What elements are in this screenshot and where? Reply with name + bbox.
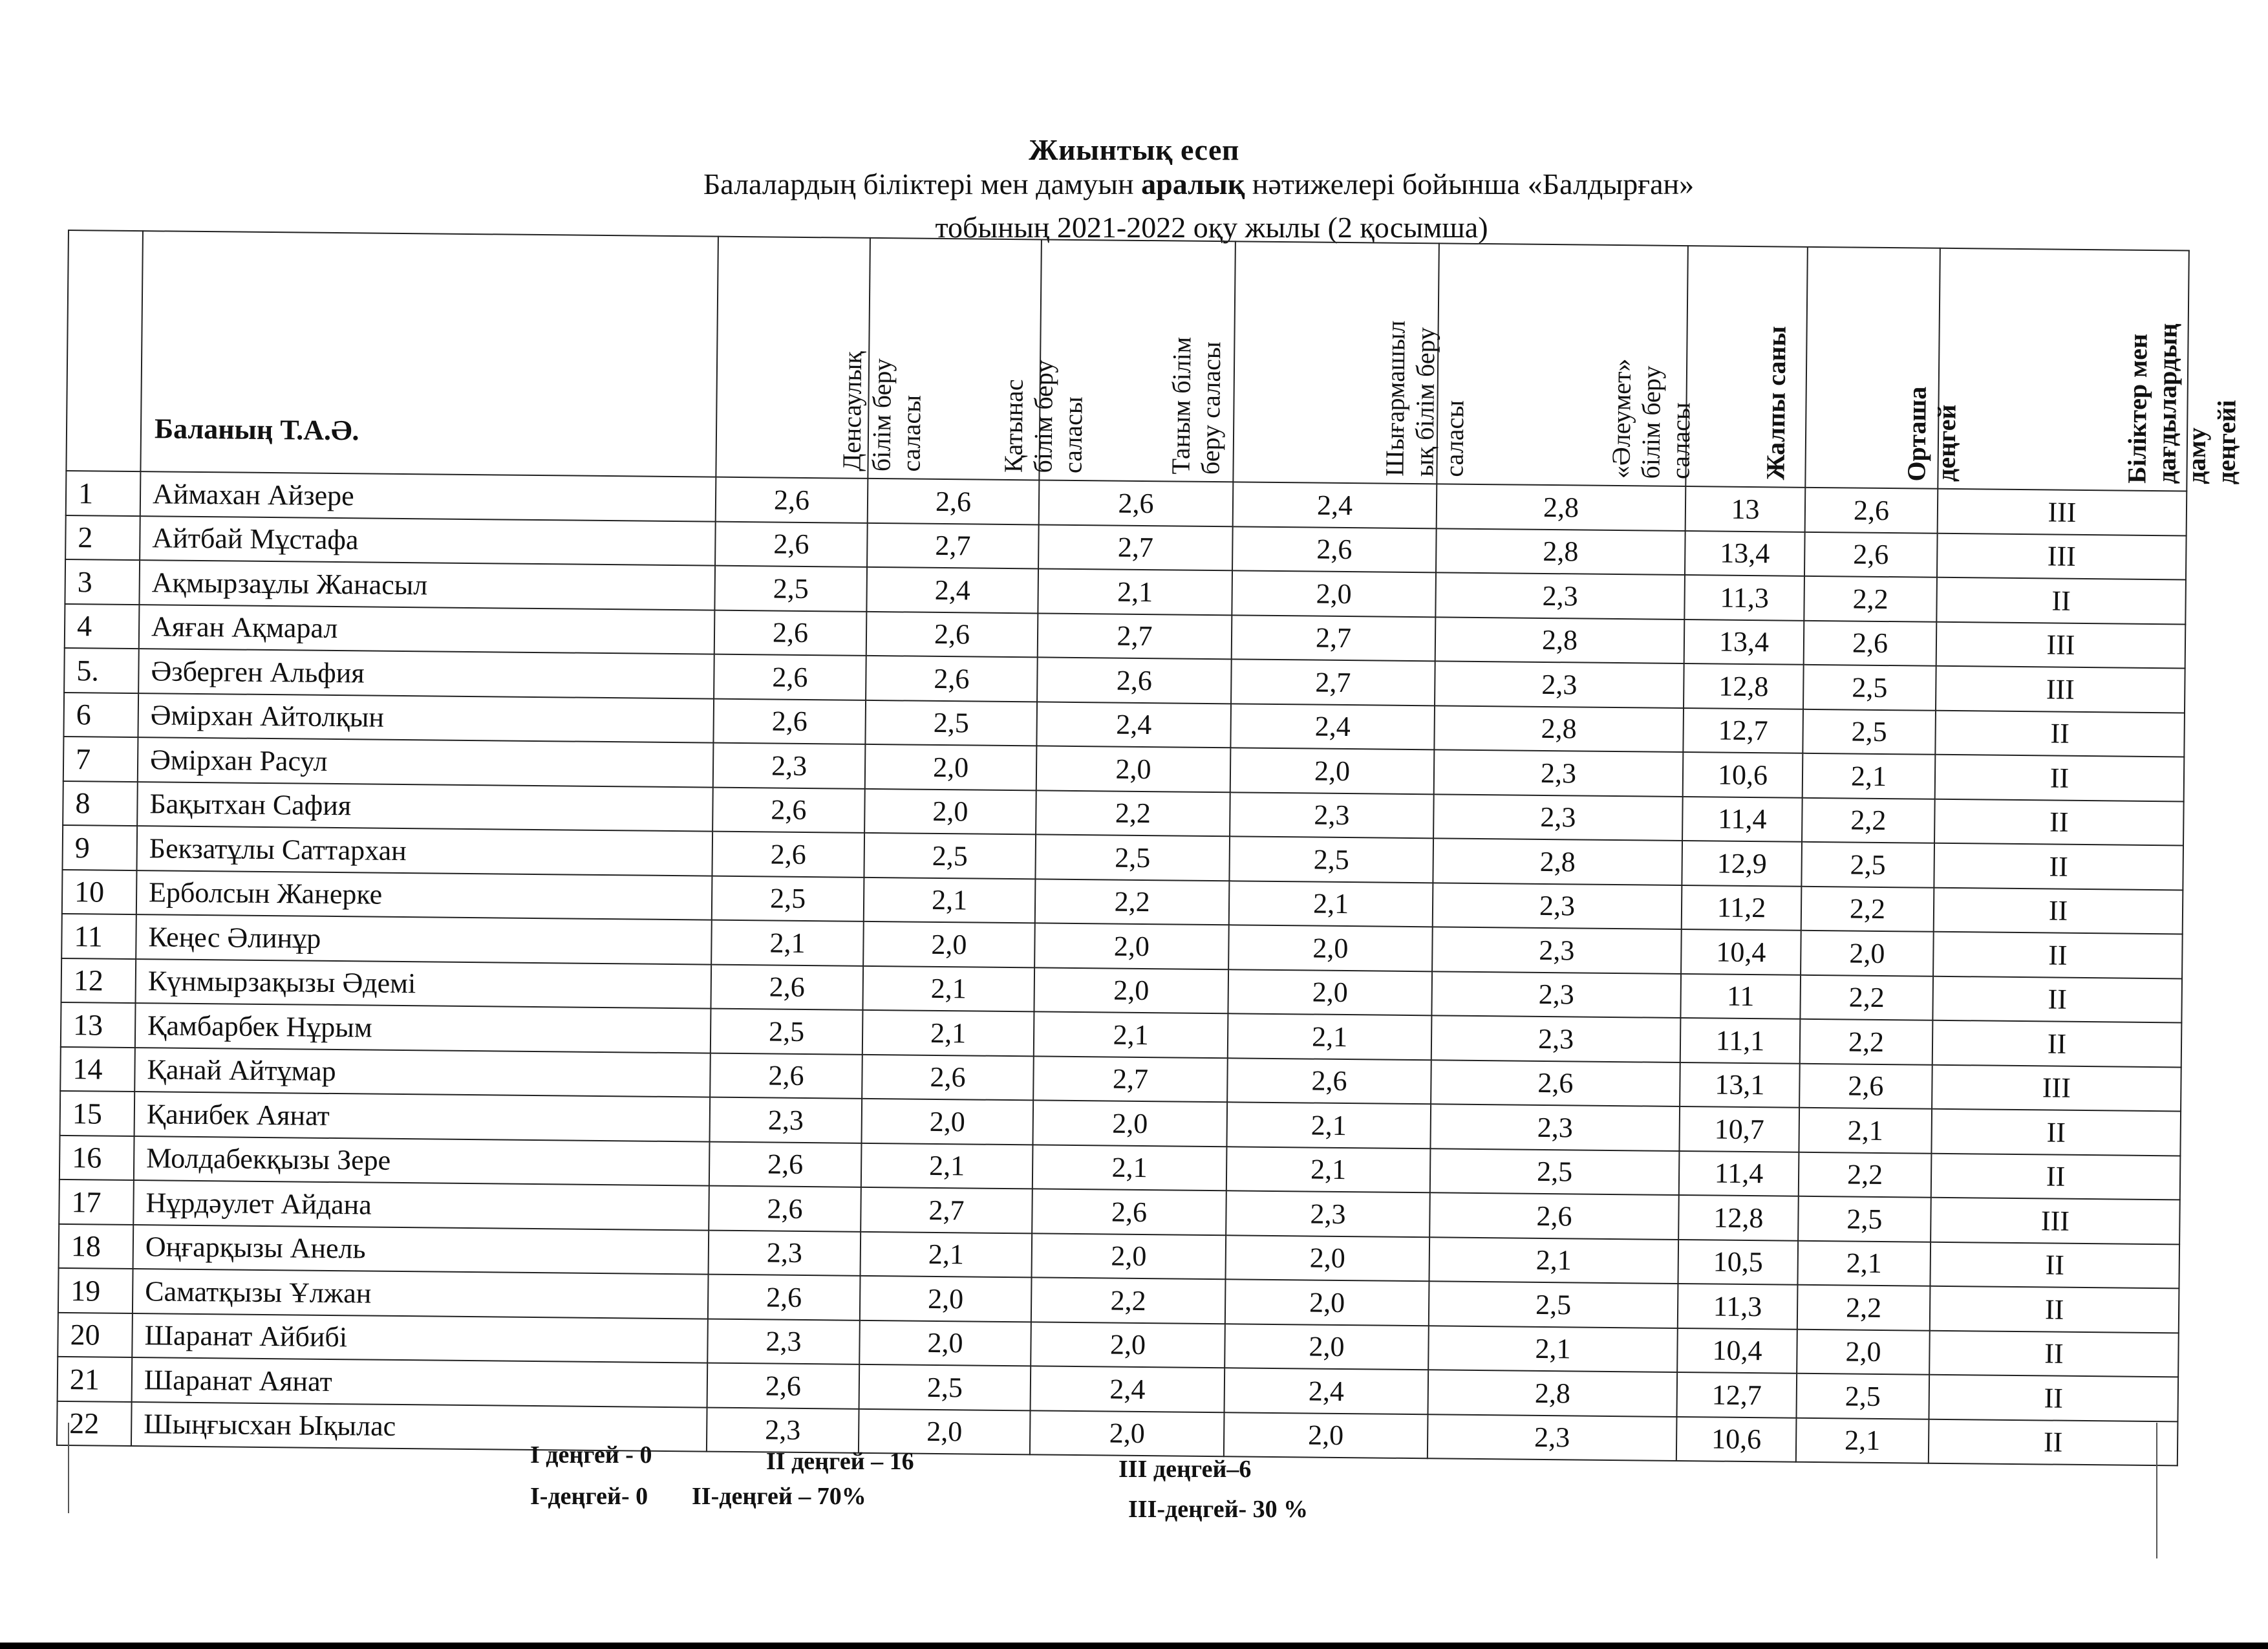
- total-score: 12,7: [1683, 708, 1803, 753]
- communication-score: 2,5: [865, 700, 1037, 746]
- skill-level: II: [1929, 1375, 2178, 1421]
- social-score: 2,6: [1431, 1060, 1680, 1106]
- creativity-score: 2,3: [1230, 792, 1434, 839]
- cognition-score: 2,1: [1034, 1011, 1228, 1057]
- summary-level2-percent: II-деңгей – 70%: [692, 1483, 866, 1510]
- communication-score: 2,0: [860, 1276, 1032, 1322]
- total-score: 12,8: [1678, 1195, 1799, 1240]
- creativity-score: 2,0: [1230, 748, 1435, 794]
- average-level: 2,6: [1799, 1063, 1932, 1108]
- creativity-score: 2,1: [1229, 881, 1433, 927]
- student-name: Шыңғысхан Ықылас: [131, 1402, 707, 1452]
- skill-level: III: [1931, 1198, 2180, 1244]
- summary-level2-count: II деңгей – 16: [766, 1448, 914, 1475]
- average-level: 2,6: [1804, 620, 1937, 665]
- communication-score: 2,0: [863, 921, 1035, 967]
- cognition-score: 2,2: [1031, 1277, 1226, 1323]
- cognition-score: 2,6: [1032, 1189, 1226, 1234]
- summary-level1-percent: I-деңгей- 0: [530, 1483, 648, 1510]
- communication-score: 2,5: [864, 833, 1036, 879]
- skill-level: III: [1932, 1064, 2181, 1111]
- social-score: 2,3: [1435, 572, 1685, 619]
- total-score: 13,4: [1685, 531, 1805, 576]
- row-number: 19: [58, 1268, 133, 1313]
- health-score: 2,6: [707, 1363, 860, 1409]
- row-number: 8: [63, 781, 138, 826]
- health-score: 2,5: [712, 876, 864, 921]
- average-level: 2,0: [1801, 931, 1934, 976]
- social-score: 2,5: [1430, 1148, 1680, 1195]
- total-score: 13: [1685, 486, 1806, 532]
- total-score: 10,6: [1683, 752, 1803, 797]
- header-name: Баланың Т.А.Ә.: [140, 231, 718, 477]
- student-name: Шаранат Аянат: [132, 1357, 708, 1407]
- row-number: 3: [65, 559, 140, 605]
- header-health-label: Денсаулық білім беру саласы: [836, 351, 926, 472]
- row-number: 17: [59, 1180, 134, 1225]
- communication-score: 2,7: [861, 1187, 1032, 1233]
- header-average-label: Орташа деңгей: [1901, 386, 1962, 482]
- health-score: 2,6: [716, 477, 868, 523]
- health-score: 2,6: [714, 610, 867, 656]
- row-number: 2: [65, 515, 140, 560]
- left-border-line: [68, 1423, 69, 1513]
- student-name: Молдабекқызы Зере: [134, 1136, 710, 1186]
- creativity-score: 2,4: [1233, 482, 1437, 528]
- social-score: 2,1: [1428, 1326, 1678, 1372]
- student-name: Әмірхан Айтолқын: [138, 693, 714, 743]
- skill-level: II: [1932, 976, 2182, 1022]
- row-number: 21: [58, 1357, 133, 1402]
- communication-score: 2,1: [861, 1231, 1032, 1277]
- header-cognition-label: Таным білім беру саласы: [1166, 336, 1226, 475]
- total-score: 11,2: [1682, 885, 1802, 931]
- skill-level: II: [1929, 1419, 2178, 1465]
- creativity-score: 2,4: [1230, 704, 1435, 750]
- total-score: 12,8: [1684, 663, 1804, 709]
- communication-score: 2,0: [864, 788, 1036, 834]
- health-score: 2,6: [709, 1186, 861, 1232]
- results-table-wrapper: [56, 230, 2241, 1544]
- creativity-score: 2,0: [1226, 1235, 1430, 1282]
- average-level: 2,5: [1803, 709, 1936, 754]
- row-number: 10: [62, 869, 137, 914]
- cognition-score: 2,4: [1031, 1366, 1225, 1412]
- creativity-score: 2,5: [1229, 836, 1433, 883]
- skill-level: III: [1937, 533, 2187, 579]
- row-number: 20: [58, 1312, 133, 1357]
- student-name: Аймахан Айзере: [140, 471, 716, 521]
- row-number: 5.: [64, 648, 139, 693]
- skill-level: III: [1936, 621, 2186, 668]
- creativity-score: 2,0: [1228, 969, 1432, 1016]
- total-score: 11,3: [1684, 575, 1804, 620]
- social-score: 2,3: [1433, 794, 1683, 841]
- header-total-label: Жалпы саны: [1760, 326, 1792, 480]
- header-health: [716, 237, 926, 479]
- health-score: 2,3: [709, 1230, 861, 1276]
- student-name: Әзберген Альфия: [138, 649, 714, 698]
- average-level: 2,6: [1804, 532, 1938, 577]
- total-score: 11,3: [1678, 1284, 1798, 1329]
- student-name: Бақытхан Сафия: [137, 782, 713, 832]
- header-social: [1437, 243, 1696, 486]
- total-score: 11,4: [1679, 1150, 1799, 1196]
- health-score: 2,3: [707, 1319, 860, 1364]
- skill-level: II: [1929, 1330, 2179, 1377]
- creativity-score: 2,0: [1232, 570, 1436, 617]
- header-cognition: [1039, 239, 1236, 482]
- health-score: 2,6: [710, 1053, 862, 1099]
- header-social-label: «Әлеумет» білім беру саласы: [1605, 358, 1696, 480]
- average-level: 2,1: [1796, 1417, 1929, 1463]
- scan-edge-bar: [0, 1643, 2268, 1649]
- student-name: Оңғарқызы Анель: [133, 1225, 709, 1275]
- student-name: Нұрдәулет Айдана: [133, 1180, 709, 1230]
- total-score: 10,6: [1676, 1416, 1797, 1461]
- header-communication-label: Қатынас білім беру саласы: [998, 360, 1088, 474]
- cognition-score: 2,6: [1039, 480, 1234, 526]
- skill-level: II: [1935, 710, 2185, 757]
- row-number: 12: [61, 958, 136, 1003]
- cognition-score: 2,0: [1030, 1410, 1225, 1456]
- health-score: 2,6: [711, 964, 863, 1010]
- summary-level1-count: I деңгей - 0: [530, 1441, 652, 1469]
- health-score: 2,6: [714, 654, 866, 700]
- skill-level: II: [1931, 1109, 2181, 1156]
- row-number: 22: [57, 1401, 132, 1446]
- health-score: 2,1: [711, 920, 864, 966]
- summary-level3-count: III деңгей–6: [1118, 1456, 1252, 1483]
- health-score: 2,6: [708, 1275, 861, 1320]
- cognition-score: 2,2: [1035, 879, 1230, 925]
- average-level: 2,6: [1805, 488, 1938, 533]
- communication-score: 2,4: [866, 567, 1038, 613]
- header-total: [1685, 246, 1808, 488]
- social-score: 2,6: [1429, 1192, 1679, 1239]
- header-number: [66, 230, 143, 471]
- creativity-score: 2,1: [1226, 1147, 1431, 1193]
- student-name: Саматқызы Ұлжан: [133, 1269, 709, 1319]
- cognition-score: 2,0: [1032, 1100, 1227, 1146]
- cognition-score: 2,0: [1031, 1322, 1225, 1368]
- health-score: 2,3: [713, 743, 866, 789]
- social-score: 2,8: [1434, 706, 1684, 752]
- total-score: 13,4: [1684, 620, 1804, 665]
- student-name: Шаранат Айбибі: [132, 1313, 708, 1363]
- average-level: 2,1: [1797, 1240, 1931, 1286]
- row-number: 6: [63, 692, 138, 737]
- health-score: 2,6: [713, 698, 866, 744]
- communication-score: 2,0: [861, 1099, 1033, 1145]
- cognition-score: 2,7: [1038, 524, 1233, 570]
- social-score: 2,3: [1430, 1104, 1680, 1150]
- header-creativity-label: Шығармашыл ық білім беру саласы: [1379, 320, 1470, 477]
- skill-level: III: [1938, 489, 2187, 535]
- communication-score: 2,7: [867, 523, 1039, 568]
- cognition-score: 2,4: [1036, 702, 1231, 748]
- creativity-score: 2,0: [1225, 1279, 1429, 1326]
- total-score: 10,4: [1681, 929, 1801, 975]
- cognition-score: 2,1: [1032, 1145, 1227, 1191]
- total-score: 11: [1680, 974, 1801, 1019]
- average-level: 2,2: [1804, 576, 1937, 621]
- health-score: 2,3: [710, 1097, 862, 1143]
- average-level: 2,0: [1797, 1329, 1930, 1374]
- table-body: [56, 471, 2187, 1544]
- creativity-score: 2,0: [1228, 925, 1433, 971]
- average-level: 2,5: [1801, 842, 1934, 887]
- creativity-score: 2,1: [1226, 1102, 1431, 1148]
- communication-score: 2,1: [864, 877, 1036, 923]
- student-name: Ерболсын Жанерке: [136, 870, 712, 920]
- header-average: [1805, 247, 1962, 489]
- health-score: 2,6: [709, 1141, 862, 1187]
- cognition-score: 2,0: [1032, 1233, 1226, 1279]
- total-score: 11,1: [1680, 1018, 1801, 1063]
- student-name: Қанай Айтұмар: [134, 1048, 711, 1097]
- social-score: 2,3: [1432, 927, 1682, 973]
- communication-score: 2,0: [859, 1320, 1031, 1366]
- average-level: 2,2: [1797, 1285, 1931, 1330]
- cognition-score: 2,7: [1038, 613, 1232, 659]
- skill-level: II: [1930, 1286, 2179, 1333]
- skill-level: II: [1933, 932, 2183, 978]
- average-level: 2,2: [1799, 1152, 1932, 1197]
- health-score: 2,5: [714, 566, 867, 612]
- header-level: [1938, 248, 2241, 491]
- communication-score: 2,1: [862, 965, 1034, 1011]
- skill-level: III: [1936, 666, 2185, 713]
- row-number: 11: [61, 914, 136, 959]
- social-score: 2,5: [1429, 1281, 1678, 1328]
- average-level: 2,5: [1798, 1196, 1931, 1242]
- total-score: 10,4: [1677, 1328, 1797, 1373]
- subtitle-part1: Балалардың біліктері мен дамуын: [703, 167, 1142, 200]
- row-number: 13: [61, 1002, 136, 1048]
- row-number: 15: [60, 1091, 135, 1136]
- right-border-line: [2156, 1423, 2157, 1558]
- cognition-score: 2,6: [1037, 657, 1232, 703]
- communication-score: 2,5: [859, 1364, 1031, 1410]
- row-number: 1: [66, 471, 141, 516]
- student-name: Бекзатұлы Саттархан: [136, 826, 712, 876]
- row-number: 4: [65, 603, 140, 649]
- skill-level: II: [1934, 799, 2184, 845]
- row-number: 9: [63, 825, 138, 870]
- subtitle-bold: аралық: [1141, 167, 1245, 200]
- social-score: 2,1: [1429, 1237, 1678, 1284]
- results-table: [56, 230, 2241, 1544]
- social-score: 2,3: [1433, 883, 1682, 929]
- document-subtitle: [65, 167, 2268, 201]
- communication-score: 2,1: [862, 1010, 1034, 1056]
- skill-level: II: [1932, 1020, 2182, 1067]
- cognition-score: 2,0: [1034, 923, 1229, 969]
- social-score: 2,8: [1436, 528, 1685, 575]
- student-name: Кеңес Әлинұр: [136, 914, 712, 964]
- health-score: 2,6: [712, 787, 865, 833]
- student-name: Аяған Ақмарал: [139, 605, 715, 654]
- social-score: 2,3: [1434, 749, 1684, 796]
- social-score: 2,3: [1435, 661, 1684, 707]
- skill-level: II: [1930, 1242, 2179, 1288]
- student-name: Айтбай Мұстафа: [140, 516, 716, 566]
- average-level: 2,2: [1800, 975, 1933, 1020]
- header-communication: [868, 238, 1088, 480]
- creativity-score: 2,7: [1231, 659, 1435, 706]
- cognition-score: 2,1: [1038, 568, 1232, 614]
- summary-level3-percent: III-деңгей- 30 %: [1128, 1496, 1309, 1523]
- creativity-score: 2,3: [1226, 1191, 1430, 1237]
- social-score: 2,8: [1433, 838, 1682, 885]
- creativity-score: 2,6: [1227, 1058, 1431, 1105]
- communication-score: 2,0: [865, 744, 1037, 790]
- student-name: Әмірхан Расул: [138, 737, 714, 787]
- total-score: 10,7: [1679, 1106, 1799, 1152]
- student-name: Ақмырзаұлы Жанасыл: [139, 560, 715, 610]
- header-creativity: [1233, 241, 1470, 484]
- student-name: Қамбарбек Нұрым: [135, 1003, 711, 1053]
- average-level: 2,2: [1802, 797, 1935, 843]
- health-score: 2,5: [711, 1009, 863, 1055]
- communication-score: 2,1: [861, 1143, 1033, 1189]
- creativity-score: 2,1: [1228, 1013, 1432, 1060]
- header-level-label: Біліктер мен дағдылардың даму деңгейі: [2121, 323, 2241, 485]
- communication-score: 2,6: [862, 1054, 1034, 1100]
- skill-level: II: [1934, 843, 2183, 890]
- average-level: 2,5: [1796, 1374, 1929, 1419]
- student-name: Қанибек Аянат: [134, 1092, 711, 1141]
- header-row: [66, 230, 2188, 491]
- total-score: 10,5: [1678, 1239, 1798, 1284]
- row-number: 14: [60, 1046, 135, 1092]
- creativity-score: 2,0: [1225, 1324, 1429, 1370]
- social-score: 2,8: [1435, 617, 1685, 663]
- creativity-score: 2,0: [1224, 1412, 1428, 1459]
- row-number: 16: [59, 1135, 134, 1180]
- cognition-score: 2,5: [1035, 834, 1230, 880]
- total-score: 12,9: [1682, 841, 1802, 886]
- creativity-score: 2,6: [1232, 526, 1437, 573]
- creativity-score: 2,4: [1225, 1368, 1429, 1414]
- average-level: 2,2: [1800, 1019, 1933, 1064]
- social-score: 2,3: [1428, 1414, 1677, 1461]
- cognition-score: 2,7: [1033, 1056, 1228, 1102]
- average-level: 2,5: [1803, 665, 1936, 710]
- cognition-score: 2,0: [1034, 967, 1228, 1013]
- average-level: 2,1: [1799, 1108, 1932, 1153]
- skill-level: II: [1931, 1153, 2181, 1200]
- total-score: 12,7: [1676, 1372, 1797, 1417]
- health-score: 2,6: [715, 521, 868, 567]
- total-score: 13,1: [1680, 1062, 1800, 1107]
- row-number: 18: [59, 1223, 134, 1269]
- social-score: 2,3: [1431, 971, 1681, 1018]
- total-score: 11,4: [1682, 797, 1803, 842]
- health-score: 2,6: [712, 832, 864, 878]
- creativity-score: 2,7: [1232, 615, 1436, 662]
- communication-score: 2,6: [866, 611, 1038, 657]
- health-score: 2,3: [707, 1407, 859, 1453]
- document-subtitle-line2: тобының 2021-2022 оқу жылы (2 қосымша): [935, 211, 1488, 244]
- cognition-score: 2,0: [1036, 746, 1231, 792]
- average-level: 2,1: [1803, 753, 1936, 799]
- cognition-score: 2,2: [1036, 790, 1230, 836]
- document-title: Жиынтық есеп: [1029, 133, 1239, 166]
- subtitle-part2: нәтижелері бойынша «Балдырған»: [1245, 167, 1695, 200]
- skill-level: II: [1934, 887, 2183, 934]
- social-score: 2,8: [1428, 1370, 1678, 1416]
- communication-score: 2,6: [868, 479, 1040, 524]
- communication-score: 2,0: [859, 1408, 1031, 1454]
- social-score: 2,8: [1437, 484, 1686, 530]
- communication-score: 2,6: [866, 656, 1038, 702]
- row-number: 7: [63, 737, 138, 782]
- student-name: Күнмырзақызы Әдемі: [136, 959, 712, 1009]
- skill-level: II: [1935, 755, 2185, 801]
- average-level: 2,2: [1801, 886, 1934, 931]
- skill-level: II: [1936, 577, 2186, 624]
- social-score: 2,3: [1431, 1015, 1681, 1062]
